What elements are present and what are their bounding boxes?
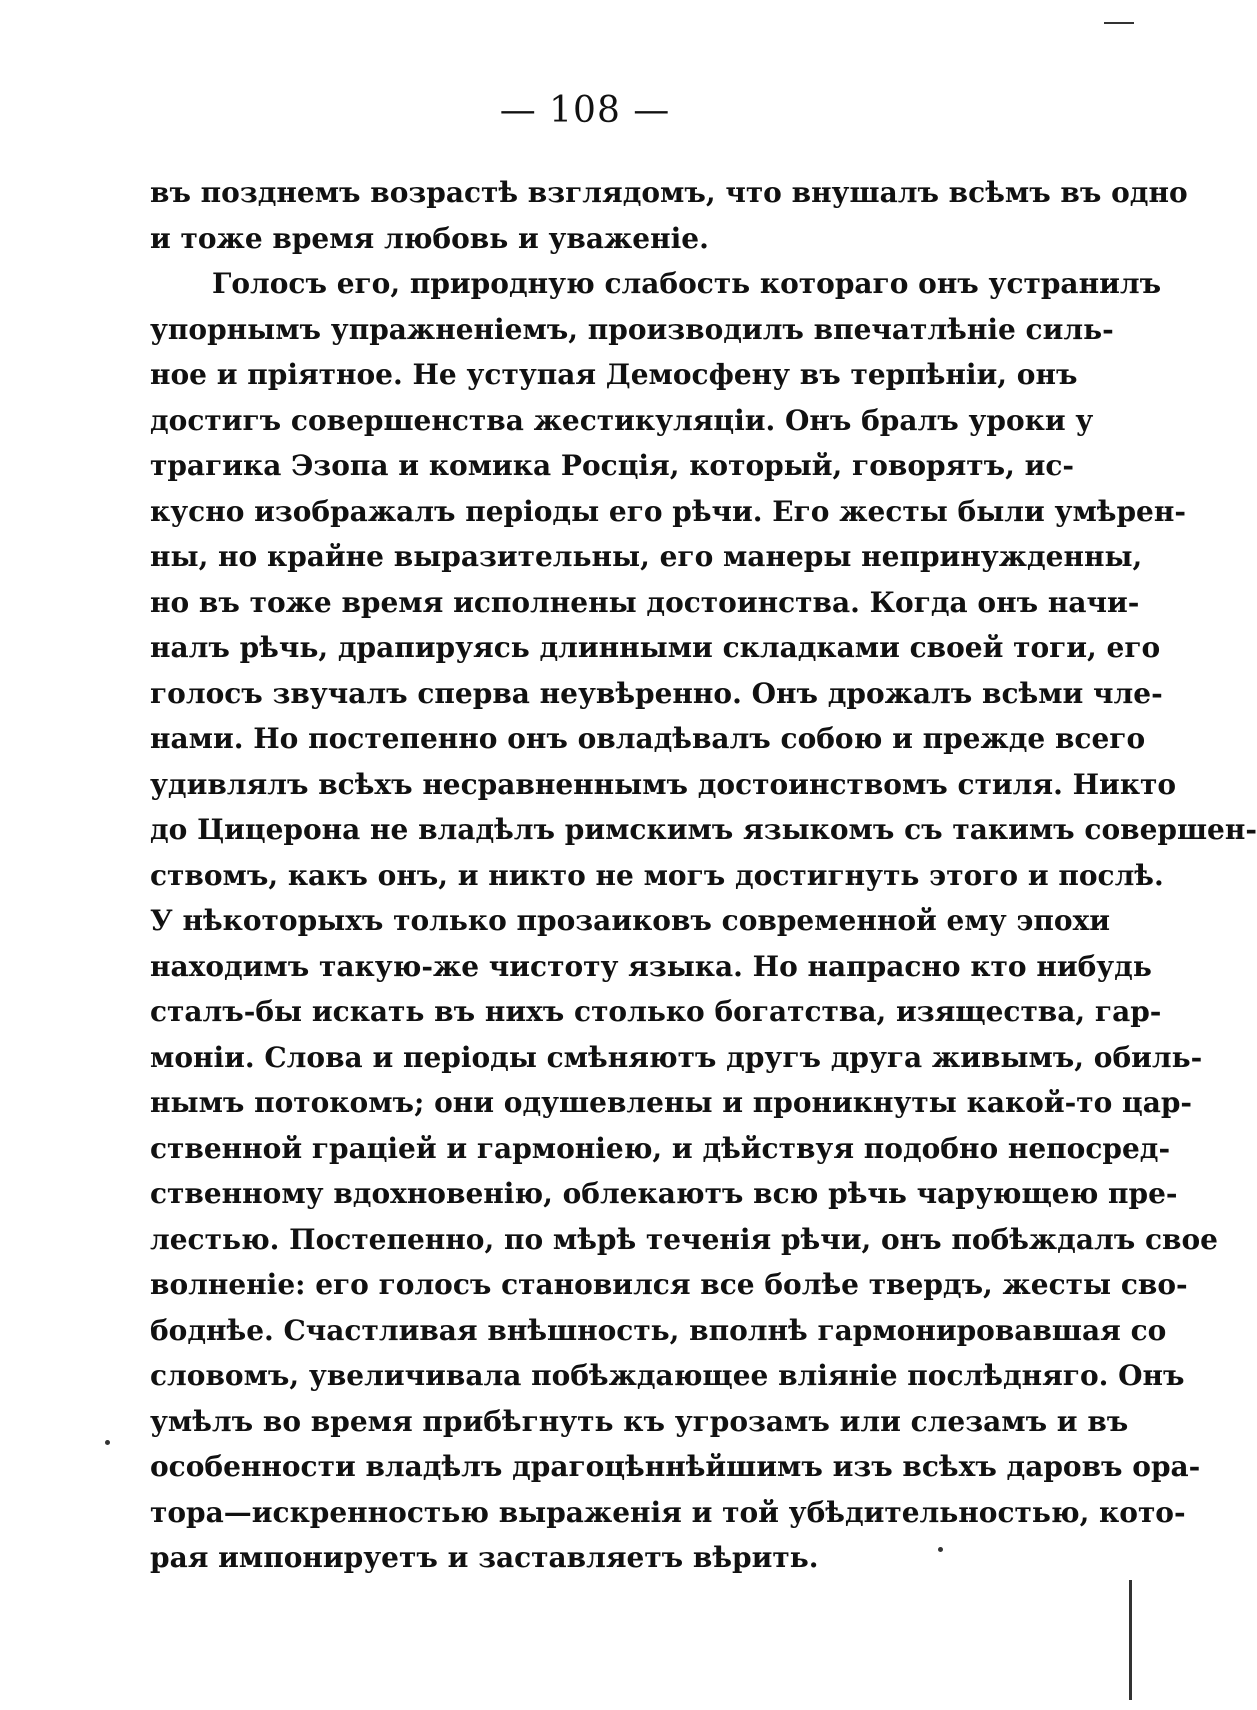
text-line: до Цицерона не владѣлъ римскимъ языкомъ съ такимъ совершен- — [150, 813, 1257, 846]
scan-edge-line — [1129, 1580, 1132, 1700]
text-line: моніи. Слова и періоды смѣняютъ другъ друга живымъ, обиль- — [150, 1040, 1203, 1074]
text-line: налъ рѣчь, драпируясь длинными складками своей тоги, его — [150, 631, 1161, 664]
text-line: нымъ потокомъ; они одушевлены и проникнуты какой-то цар- — [150, 1086, 1193, 1119]
scan-speck — [105, 1440, 110, 1445]
text-line: словомъ, увеличивала побѣждающее вліяніе послѣдняго. Онъ — [150, 1359, 1185, 1392]
text-line: голосъ звучалъ сперва неувѣренно. Онъ дрожалъ всѣми чле- — [150, 676, 1163, 710]
text-line: находимъ такую-же чистоту языка. Но напрасно кто нибудь — [150, 949, 1152, 983]
text-line: нами. Но постепенно онъ овладѣвалъ собою и прежде всего — [150, 722, 1146, 755]
scan-mark — [1104, 22, 1134, 24]
text-line: ное и пріятное. Не уступая Демосфену въ терпѣніи, онъ — [150, 358, 1078, 391]
text-line: удивлялъ всѣхъ несравненнымъ достоинствомъ стиля. Никто — [150, 767, 1177, 801]
text-line: ственному вдохновенію, облекаютъ всю рѣчь чарующею пре- — [150, 1177, 1178, 1210]
text-line: трагика Эзопа и комика Росція, который, говорятъ, ис- — [150, 449, 1075, 482]
text-line: и тоже время любовь и уваженіе. — [150, 221, 709, 255]
text-line: упорнымъ упражненіемъ, производилъ впечатлѣніе силь- — [150, 312, 1114, 346]
text-line: но въ тоже время исполнены достоинства. Когда онъ начи- — [150, 585, 1140, 619]
text-line: кусно изображалъ періоды его рѣчи. Его жесты были умѣрен- — [150, 494, 1186, 528]
text-line: У нѣкоторыхъ только прозаиковъ современной ему эпохи — [150, 904, 1111, 937]
text-line: тора—искренностью выраженія и той убѣдительностью, кото- — [150, 1495, 1186, 1529]
text-line: лестью. Постепенно, по мѣрѣ теченія рѣчи, онъ побѣждалъ свое — [150, 1222, 1218, 1256]
text-line: рая импонируетъ и заставляетъ вѣрить. — [150, 1541, 819, 1574]
text-line: въ позднемъ возрастѣ взглядомъ, что внушалъ всѣмъ въ одно — [150, 176, 1188, 209]
scan-speck — [938, 1547, 943, 1552]
page-number: — 108 — — [499, 90, 671, 131]
text-line: Голосъ его, природную слабость котораго онъ устранилъ — [212, 267, 1162, 300]
text-line: ственной граціей и гармоніею, и дѣйствуя подобно непосред- — [150, 1131, 1171, 1165]
text-line: сталъ-бы искать въ нихъ столько богатства, изящества, гар- — [150, 995, 1162, 1028]
text-line: ствомъ, какъ онъ, и никто не могъ достигнуть этого и послѣ. — [150, 858, 1164, 892]
text-line: боднѣе. Счастливая внѣшность, вполнѣ гармонировавшая со — [150, 1313, 1167, 1347]
text-line: ны, но крайне выразительны, его манеры непринужденны, — [150, 540, 1143, 573]
text-line: волненіе: его голосъ становился все болѣе твердъ, жесты сво- — [150, 1268, 1188, 1301]
text-line: достигъ совершенства жестикуляціи. Онъ бралъ уроки у — [150, 403, 1094, 437]
text-line: умѣлъ во время прибѣгнуть къ угрозамъ или слезамъ и въ — [150, 1404, 1129, 1438]
text-line: особенности владѣлъ драгоцѣннѣйшимъ изъ всѣхъ даровъ ора- — [150, 1450, 1201, 1483]
body-text — [150, 170, 1257, 1581]
